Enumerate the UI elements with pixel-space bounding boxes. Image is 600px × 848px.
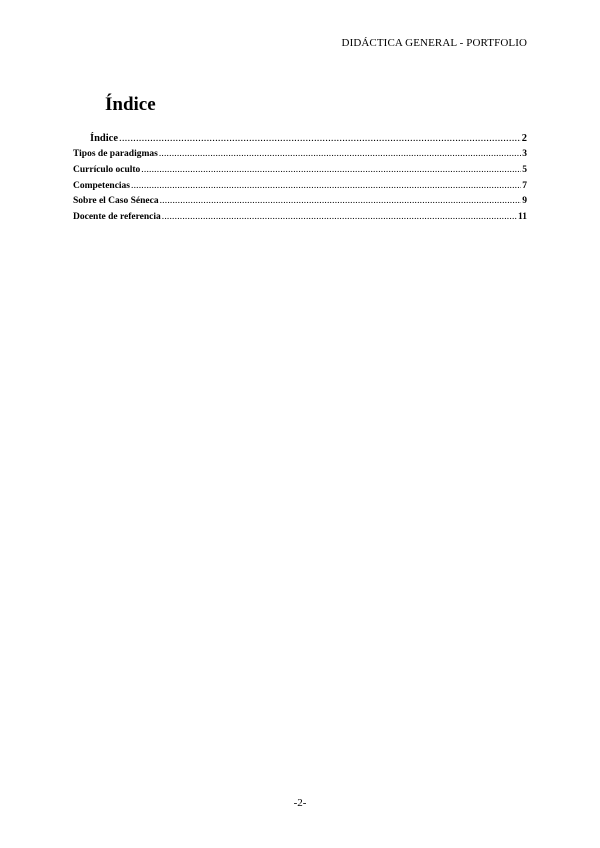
page-number: -2- bbox=[293, 797, 307, 809]
toc-entry-competencias[interactable] bbox=[73, 179, 527, 195]
toc-leader-dots bbox=[131, 179, 521, 195]
toc-entry-label: Currículo oculto bbox=[73, 164, 141, 175]
toc-entry-curriculo-oculto[interactable] bbox=[73, 163, 527, 179]
toc-entry-label: Docente de referencia bbox=[73, 212, 161, 223]
toc-title: Índice bbox=[105, 94, 156, 115]
table-of-contents bbox=[73, 130, 527, 226]
toc-entry-page: 3 bbox=[522, 149, 527, 159]
toc-entry-page: 7 bbox=[522, 180, 527, 191]
toc-leader-dots bbox=[160, 194, 522, 210]
toc-entry-page: 11 bbox=[518, 212, 527, 223]
toc-leader-dots bbox=[119, 130, 521, 147]
toc-entry-label: Sobre el Caso Séneca bbox=[73, 196, 159, 207]
toc-leader-dots bbox=[159, 147, 521, 163]
toc-entry-page: 2 bbox=[521, 133, 527, 144]
toc-entry-label: Índice bbox=[90, 133, 119, 144]
toc-entry-label: Tipos de paradigmas bbox=[73, 149, 158, 159]
toc-entry-label: Competencias bbox=[73, 180, 130, 191]
running-header: DIDÁCTICA GENERAL - PORTFOLIO bbox=[341, 37, 527, 49]
toc-entry-page: 5 bbox=[522, 164, 527, 175]
toc-leader-dots bbox=[141, 163, 521, 179]
toc-entry-page: 9 bbox=[522, 196, 527, 207]
toc-entry-tipos-de-paradigmas[interactable] bbox=[73, 147, 527, 163]
toc-entry-docente-de-referencia[interactable] bbox=[73, 210, 527, 226]
toc-leader-dots bbox=[162, 210, 517, 226]
toc-entry-indice[interactable] bbox=[73, 130, 527, 147]
toc-entry-caso-seneca[interactable] bbox=[73, 194, 527, 210]
